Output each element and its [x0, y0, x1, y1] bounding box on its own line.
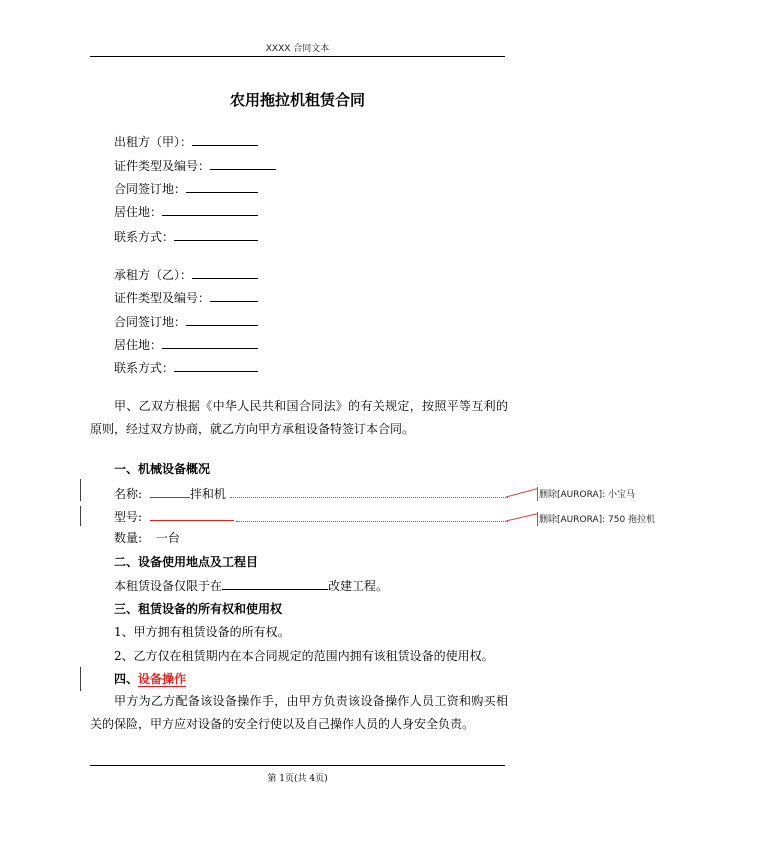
equipment-name-line — [114, 485, 226, 502]
equipment-model-label: 型号: — [114, 510, 143, 524]
document-title: 农用拖拉机租赁合同 — [229, 91, 365, 109]
usage-location-line — [114, 577, 388, 594]
lessee-sign-place-blank[interactable] — [186, 313, 258, 326]
lessor-id-blank[interactable] — [210, 157, 276, 170]
lessor-contact-blank[interactable] — [174, 228, 258, 241]
comment-balloon-edge-1 — [537, 487, 538, 501]
usage-location-blank[interactable] — [222, 577, 328, 590]
comment-lead-name — [230, 497, 508, 498]
change-bar-name — [80, 479, 81, 501]
lessor-sign-place-line — [114, 180, 258, 197]
lessor-residence-label: 居住地： — [114, 205, 163, 219]
lessor-residence-line — [114, 203, 258, 220]
page-header: XXXX 合同文本 — [265, 44, 330, 54]
lessor-sign-place-blank[interactable] — [186, 180, 258, 193]
lessee-party-blank[interactable] — [192, 266, 258, 279]
lessor-contact-line — [114, 228, 258, 245]
lessee-sign-place-label: 合同签订地： — [114, 315, 187, 329]
header-rule — [90, 56, 505, 57]
equipment-qty-label: 数量: — [114, 531, 143, 545]
equipment-model-deleted-blank[interactable] — [150, 508, 234, 521]
footer-rule — [90, 765, 505, 766]
section2-heading: 二、设备使用地点及工程目 — [114, 555, 259, 569]
usage-location-after: 改建工程。 — [328, 579, 389, 593]
section4-heading-num: 四、 — [114, 672, 139, 686]
lessor-id-line — [114, 157, 276, 174]
change-bar-operation — [80, 667, 81, 691]
lessor-residence-blank[interactable] — [162, 203, 258, 216]
comment-connector-name — [506, 487, 540, 499]
lessee-party-line — [114, 266, 258, 283]
lessor-contact-label: 联系方式： — [114, 230, 175, 244]
lessor-id-label: 证件类型及编号： — [114, 159, 211, 173]
ownership-item-2: 2、乙方仅在租赁期内在本合同规定的范围内拥有该租赁设备的使用权。 — [114, 649, 494, 663]
lessee-contact-label: 联系方式： — [114, 361, 175, 375]
lessee-contact-blank[interactable] — [174, 359, 258, 372]
lessee-sign-place-line — [114, 313, 258, 330]
comment-connector-model — [506, 512, 540, 524]
lessee-residence-line — [114, 336, 258, 353]
lessor-party-blank[interactable] — [192, 133, 258, 146]
lessor-party-label: 出租方（甲）： — [114, 135, 193, 149]
section3-heading: 三、租赁设备的所有权和使用权 — [114, 602, 283, 616]
lessee-id-label: 证件类型及编号： — [114, 291, 211, 305]
equipment-model-line — [114, 508, 234, 525]
comment-balloon-edge-2 — [537, 512, 538, 526]
comment-balloon-2[interactable]: 删除[AURORA]: 750 拖拉机 — [539, 515, 656, 525]
equipment-qty-line — [114, 530, 180, 546]
lessor-sign-place-label: 合同签订地： — [114, 182, 187, 196]
lessee-id-line — [114, 289, 258, 306]
operation-paragraph: 甲方为乙方配备该设备操作手，由甲方负责该设备操作人员工资和购买相关的保险，甲方应对设备的安全行使以及自己操作人员的人身安全负责。 — [90, 694, 508, 731]
change-bar-model — [80, 506, 81, 526]
comment-balloon-1[interactable]: 删除[AURORA]: 小宝马 — [539, 490, 636, 500]
lessor-party-line — [114, 133, 258, 150]
section4-heading-inserted: 设备操作 — [138, 672, 187, 686]
equipment-name-label: 名称: — [114, 487, 143, 501]
ownership-item-1: 1、甲方拥有租赁设备的所有权。 — [114, 625, 290, 639]
comment-lead-model — [236, 521, 508, 522]
lessee-contact-line — [114, 359, 258, 376]
equipment-name-deleted-blank[interactable] — [150, 485, 190, 498]
lessee-residence-label: 居住地： — [114, 338, 163, 352]
section4-heading — [114, 671, 186, 687]
usage-location-before: 本租赁设备仅限于在 — [114, 579, 223, 593]
lessee-id-blank[interactable] — [210, 289, 258, 302]
equipment-qty-value: 一台 — [155, 531, 180, 545]
page-footer: 第 1页(共 4页) — [267, 774, 328, 784]
section1-heading: 一、机械设备概况 — [114, 462, 211, 476]
lessee-residence-blank[interactable] — [162, 336, 258, 349]
lessee-party-label: 承租方（乙）： — [114, 268, 193, 282]
equipment-name-value: 拌和机 — [189, 487, 226, 501]
intro-paragraph: 甲、乙双方根据《中华人民共和国合同法》的有关规定，按照平等互利的原则，经过双方协商，就乙方向甲方承租设备特签订本合同。 — [90, 399, 508, 436]
